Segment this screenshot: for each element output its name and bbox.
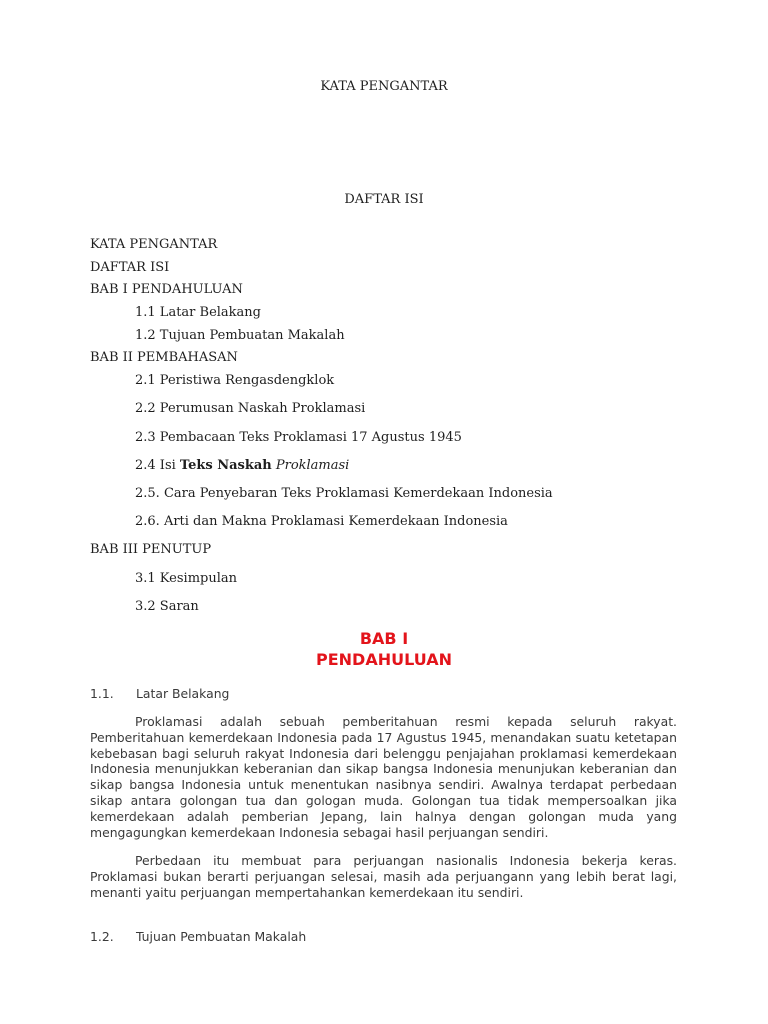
toc-item-2-4-prefix: 2.4 Isi (135, 458, 180, 473)
toc-item-2-1: 2.1 Peristiwa Rengasdengklok (135, 373, 335, 388)
section-number: 1.1. (90, 686, 114, 701)
toc-item-2-4 (135, 458, 349, 473)
paragraph-1 (90, 714, 677, 840)
toc-item-2-6: 2.6. Arti dan Makna Proklamasi Kemerdekaan Indonesia (135, 514, 508, 529)
toc-daftar-isi: DAFTAR ISI (90, 260, 170, 275)
paragraph-2-text: Perbedaan itu membuat para perjuangan nasionalis Indonesia bekerja keras. Proklamasi bukan berarti perjuangan selesai, masih ada perjuangann yang lebih berat lagi, menanti yaitu perjuangan mempertahankan kemerdekaan itu sendiri. (90, 853, 677, 900)
toc-bab-2: BAB II PEMBAHASAN (90, 350, 238, 365)
chapter-heading-title: PENDAHULUAN (316, 650, 452, 669)
section-heading-1-1 (90, 686, 229, 701)
chapter-heading-number: BAB I (359, 629, 409, 648)
toc-item-1-2: 1.2 Tujuan Pembuatan Makalah (135, 328, 345, 343)
daftar-isi-title: DAFTAR ISI (344, 192, 424, 207)
toc-item-2-4-italic: Proklamasi (275, 458, 350, 473)
paragraph-1-text: Proklamasi adalah sebuah pemberitahuan resmi kepada seluruh rakyat. Pemberitahuan kemerdekaan Indonesia pada 17 Agustus 1945, menandakan suatu ketetapan kebebasan bagi seluruh rakyat Indonesia dari belenggu penjajahan proklamasi kemerdekaan Indonesia menunjukkan keberanian dan sikap bangsa Indonesia menunjukan keberanian dan sikap bangsa Indonesia untuk menentukan nasibnya sendiri. Awalnya terdapat perbedaan sikap antara golongan tua dan gologan muda. Golongan tua tidak mempersoalkan jika kemerdekaan adalah pemberian Jepang, lain halnya dengan golongan muda yang mengagungkan kemerdekaan Indonesia sebagai hasil perjuangan sendiri. (90, 714, 677, 840)
toc-kata-pengantar: KATA PENGANTAR (90, 237, 218, 252)
section-heading-1-2 (90, 929, 306, 944)
toc-item-3-2: 3.2 Saran (135, 599, 199, 614)
toc-item-2-4-bold: Teks Naskah (179, 458, 272, 473)
toc-item-2-3: 2.3 Pembacaan Teks Proklamasi 17 Agustus 1945 (135, 430, 462, 445)
toc-item-1-1: 1.1 Latar Belakang (135, 305, 261, 320)
toc-item-2-5: 2.5. Cara Penyebaran Teks Proklamasi Kemerdekaan Indonesia (135, 486, 553, 501)
paragraph-2 (90, 853, 677, 900)
section-number: 1.2. (90, 929, 114, 944)
section-title: Latar Belakang (136, 686, 230, 701)
toc-bab-1: BAB I PENDAHULUAN (90, 282, 243, 297)
toc-item-3-1: 3.1 Kesimpulan (135, 571, 237, 586)
kata-pengantar-title: KATA PENGANTAR (320, 79, 448, 94)
toc-bab-3: BAB III PENUTUP (90, 542, 212, 557)
toc-item-2-2: 2.2 Perumusan Naskah Proklamasi (135, 401, 366, 416)
section-title: Tujuan Pembuatan Makalah (136, 929, 307, 944)
